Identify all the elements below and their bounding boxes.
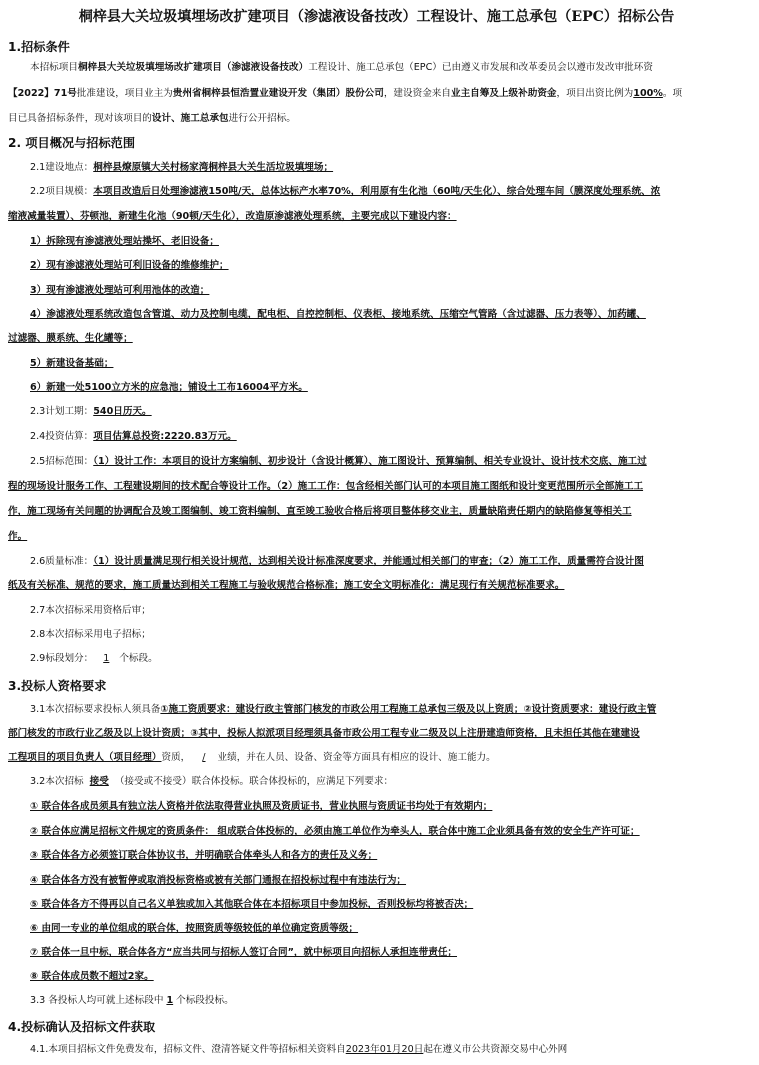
s3-consortium-item-1: ① 联合体各成员须具有独立法人资格并依法取得营业执照及资质证书，营业执照与资质证书均处于有效期内； [30,801,493,812]
s3-consortium-intro: 3.2本次招标 接受 （接受或不接受）联合体投标。联合体投标的，应满足下列要求： [30,776,394,787]
s2-electronic-bidding: 2.8本次招标采用电子招标； [30,629,151,640]
section-4-heading: 4.投标确认及招标文件获取 [8,1020,156,1034]
s2-item-1: 1）拆除现有渗滤液处理站操坏、老旧设备； [30,236,219,247]
s2-item-2: 2）现有渗滤液处理站可利旧设备的维修维护； [30,260,229,271]
section-3-heading: 3.投标人资格要求 [8,679,107,693]
s3-consortium-item-8: ⑧ 联合体成员数不超过2家。 [30,971,154,982]
s3-consortium-item-2: ② 联合体应满足招标文件规定的资质条件： 组成联合体投标的，必须由施工单位作为牵头人，联合体中施工企业须具备有效的安全生产许可证； [30,826,640,837]
s3-consortium-item-3: ③ 联合体各方必须签订联合体协议书，并明确联合体牵头人和各方的责任及义务； [30,850,378,861]
s2-prequalification: 2.7本次招标采用资格后审； [30,605,151,616]
s3-qualification-line-3: 工程项目的项目负责人（项目经理）资质， / 业绩，并在人员、设备、资金等方面具有相应的设计、施工能力。 [8,752,496,763]
s3-consortium-item-4: ④ 联合体各方没有被暂停或取消投标资格或被有关部门通报在招投标过程中有违法行为； [30,875,407,886]
s2-scale-line-1: 2.2项目规模：本项目改造后日处理渗滤液150吨/天，总体达标产水率70%，利用原有生化池（60吨/天生化）、综合处理车间（膜深度处理系统、浓 [30,186,661,197]
s1-line-3: 目已具备招标条件，现对该项目的设计、施工总承包进行公开招标。 [8,113,296,124]
s2-investment: 2.4投资估算：项目估算总投资:2220.83万元。 [30,431,237,442]
s2-lot-division: 2.9标段划分： 1 个标段。 [30,653,158,664]
s2-quality-line-2: 纸及有关标准、规范的要求，施工质量达到相关工程施工与验收规范合格标准；施工安全文明标准化：满足现行有关规范标准要求。 [8,580,565,591]
s1-line-1: 本招标项目桐梓县大关垃圾填埋场改扩建项目（渗滤液设备技改）工程设计、施工总承包（EPC）已由遵义市发展和改革委员会以遵市发改审批环资 [30,62,653,73]
s3-consortium-item-6: ⑥ 由同一专业的单位组成的联合体，按照资质等级较低的单位确定资质等级； [30,923,359,934]
s3-qualification-line-1: 3.1本次招标要求投标人须具备①施工资质要求：建设行政主管部门核发的市政公用工程施工总承包三级及以上资质；②设计资质要求：建设行政主管 [30,704,657,715]
s2-item-4-line-2: 过滤器、膜系统、生化罐等； [8,333,133,344]
s2-scale-line-2: 缩液减量装置）、芬顿池，新建生化池（90顿/天生化），改造原渗滤液处理系统，主要完成以下建设内容： [8,211,457,222]
s4-document-access: 4.1.本项目招标文件免费发布，招标文件、澄清答疑文件等招标相关资料自2023年01月20日起在遵义市公共资源交易中心外网 [30,1044,568,1055]
s3-lot-bidding: 3.3 各投标人均可就上述标段中 1 个标段投标。 [30,995,234,1006]
s3-consortium-item-5: ⑤ 联合体各方不得再以自己名义单独或加入其他联合体在本招标项目中参加投标，否则投标均将被否决； [30,899,474,910]
document-title: 桐梓县大关垃圾填埋场改扩建项目（渗滤液设备技改）工程设计、施工总承包（EPC）招标公告 [78,9,675,25]
s2-item-4-line-1: 4）渗滤液处理系统改造包含管道、动力及控制电缆，配电柜、自控控制柜、仪表柜、接地系统、压缩空气管路（含过滤器、压力表等）、加药罐、 [30,309,646,320]
s2-quality-line-1: 2.6质量标准：（1）设计质量满足现行相关设计规范，达到相关设计标准深度要求，并能通过相关部门的审查；（2）施工工作，质量需符合设计图 [30,556,644,567]
s2-scope-line-2: 程的现场设计服务工作、工程建设期间的技术配合等设计工作。（2）施工工作：包含经相关部门认可的本项目施工图纸和设计变更范围所示全部施工工 [8,481,644,492]
section-2-heading: 2. 项目概况与招标范围 [8,136,136,150]
s3-qualification-line-2: 部门核发的市政行业乙级及以上设计资质；③其中，投标人拟派项目经理须具备市政公用工程专业二级及以上注册建造师资格，且未担任其他在建建设 [8,728,640,739]
s2-scope-line-4: 作。 [8,531,28,542]
s2-location: 2.1建设地点：桐梓县燎原镇大关村杨家湾桐梓县大关生活垃圾填埋场； [30,162,334,173]
s3-consortium-item-7: ⑦ 联合体一旦中标，联合体各方“应当共同与招标人签订合同”，就中标项目向招标人承担连带责任； [30,947,458,958]
s2-schedule: 2.3计划工期：540日历天。 [30,406,152,417]
s2-item-3: 3）现有渗滤液处理站可利用池体的改造； [30,285,210,296]
s2-item-5: 5）新建设备基础； [30,358,114,369]
s2-item-6: 6）新建一处5100立方米的应急池；铺设土工布16004平方米。 [30,382,308,393]
s1-line-2: 【2022】71号批准建设，项目业主为贵州省桐梓县恒浩置业建设开发（集团）股份公司，建设资金来自业主自筹及上级补助资金，项目出资比例为100%。项 [8,88,683,99]
s2-scope-line-3: 作，施工现场有关问题的协调配合及竣工图编制、竣工资料编制、直至竣工验收合格后将项目整体移交业主，质量缺陷责任期内的缺陷修复等相关工 [8,506,632,517]
section-1-heading: 1.招标条件 [8,40,70,54]
s2-scope-line-1: 2.5招标范围：（1）设计工作：本项目的设计方案编制、初步设计（含设计概算）、施工图设计、预算编制、相关专业设计、设计技术交底、施工过 [30,456,647,467]
